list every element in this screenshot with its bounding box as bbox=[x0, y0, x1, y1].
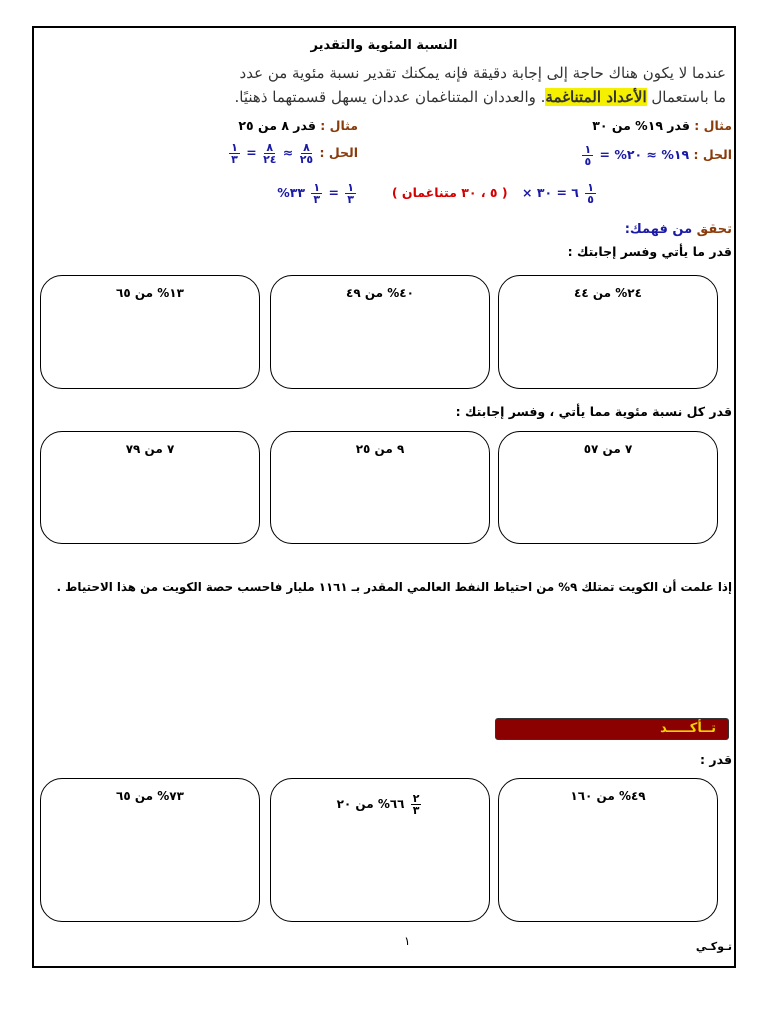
example-2-fraction-4: $\frac{١}{٣}$ bbox=[347, 181, 354, 206]
example-1-line-2 bbox=[392, 182, 598, 205]
box-label: ٩ من ٢٥ bbox=[355, 442, 405, 456]
confirm-bar: تــأكـــــد bbox=[495, 718, 729, 740]
instruction-1: قدر ما يأتي وفسر إجابتك : bbox=[567, 244, 732, 259]
example-1-label: مثال : bbox=[694, 118, 732, 133]
harmonic-note: ( ٥ ، ٣٠ متناغمان ) bbox=[391, 185, 508, 200]
box-label: ٢٤% من ٤٤ bbox=[574, 286, 642, 300]
intro-text-a: ما باستعمال bbox=[651, 88, 726, 106]
page-number: ١ bbox=[404, 934, 411, 948]
box-label: ٧ من ٥٧ bbox=[583, 442, 633, 456]
example-1-fraction-2: $\frac{١}{٥}$ bbox=[587, 181, 594, 206]
answer-box[interactable] bbox=[498, 778, 718, 922]
word-problem: إذا علمت أن الكويت تمتلك ٩% من احتياط النفط العالمي المقدر بـ ١١٦١ مليار فاحسب حصة الكويت من هذا الاحتياط . bbox=[56, 580, 732, 594]
example-2-solution-label: الحل : bbox=[319, 145, 358, 160]
answer-box[interactable] bbox=[270, 778, 490, 922]
example-2-fraction-2: $\frac{٨}{٢٤}$ bbox=[263, 141, 277, 166]
confirm-instruction: قدر : bbox=[700, 752, 732, 767]
example-2-fraction-1: $\frac{٨}{٢٥}$ bbox=[299, 141, 314, 166]
example-2-percent-value: ٣٣ bbox=[289, 185, 305, 200]
instruction-2: قدر كل نسبة مئوية مما يأتي ، وفسر إجابتك : bbox=[455, 404, 732, 419]
example-2-line-2 bbox=[277, 182, 358, 205]
box-label: ٤٩% من ١٦٠ bbox=[570, 789, 646, 803]
example-1-question bbox=[592, 118, 732, 133]
check-heading-a: تحقق bbox=[696, 222, 732, 237]
example-2-fraction-5: $\frac{١}{٣}$ bbox=[313, 181, 321, 206]
page-title: النسبة المئوية والتقدير bbox=[310, 38, 458, 53]
approx-sign: ≈ bbox=[282, 145, 294, 160]
example-2-question bbox=[238, 118, 358, 133]
check-heading-b: من bbox=[672, 222, 693, 237]
example-1-solution-text: ١٩% ≈ ٢٠% = bbox=[599, 147, 690, 162]
author-signature: تـوكـي bbox=[695, 940, 732, 953]
box-label: ٧ من ٧٩ bbox=[125, 442, 175, 456]
answer-box[interactable] bbox=[40, 275, 260, 389]
example-1-solution bbox=[580, 144, 732, 167]
answer-box[interactable] bbox=[498, 431, 718, 544]
example-1-solution-label: الحل : bbox=[693, 147, 732, 162]
box-label-text: ٦٦% من ٢٠ bbox=[336, 797, 405, 811]
intro-line-2 bbox=[235, 88, 726, 106]
example-2-fraction-3: $\frac{١}{٣}$ bbox=[231, 141, 238, 166]
example-1-product: ٦ = ٣٠ × bbox=[522, 185, 579, 200]
intro-text-b: . والعددان المتناغمان عددان يسهل قسمتهما ذهنيًا. bbox=[234, 88, 546, 106]
box-label: ٧٣% من ٦٥ bbox=[116, 789, 184, 803]
check-heading bbox=[625, 222, 732, 237]
box-label: ١٣% من ٦٥ bbox=[116, 286, 184, 300]
check-heading-c: فهمك: bbox=[624, 222, 668, 237]
box-label: ٤٠% من ٤٩ bbox=[346, 286, 414, 300]
equals-sign-2: = bbox=[328, 185, 339, 200]
harmonic-numbers-highlight: الأعداد المتناغمة bbox=[545, 88, 647, 106]
percent-sign: % bbox=[277, 185, 290, 200]
answer-box[interactable] bbox=[40, 778, 260, 922]
example-1-text: قدر ١٩% من ٣٠ bbox=[592, 118, 690, 133]
example-2-solution bbox=[227, 142, 358, 165]
example-1-fraction: $\frac{١}{٥}$ bbox=[584, 143, 592, 168]
example-2-label: مثال : bbox=[320, 118, 358, 133]
equals-sign: = bbox=[246, 145, 257, 160]
answer-box[interactable] bbox=[498, 275, 718, 389]
answer-box[interactable] bbox=[40, 431, 260, 544]
intro-line-1: عندما لا يكون هناك حاجة إلى إجابة دقيقة فإنه يمكنك تقدير نسبة مئوية من عدد bbox=[239, 64, 726, 82]
answer-box[interactable] bbox=[270, 431, 490, 544]
box-fraction: $\frac{٢}{٣}$ bbox=[412, 792, 420, 817]
example-2-text: قدر ٨ من ٢٥ bbox=[238, 118, 316, 133]
answer-box[interactable] bbox=[270, 275, 490, 389]
box-label bbox=[271, 793, 489, 816]
